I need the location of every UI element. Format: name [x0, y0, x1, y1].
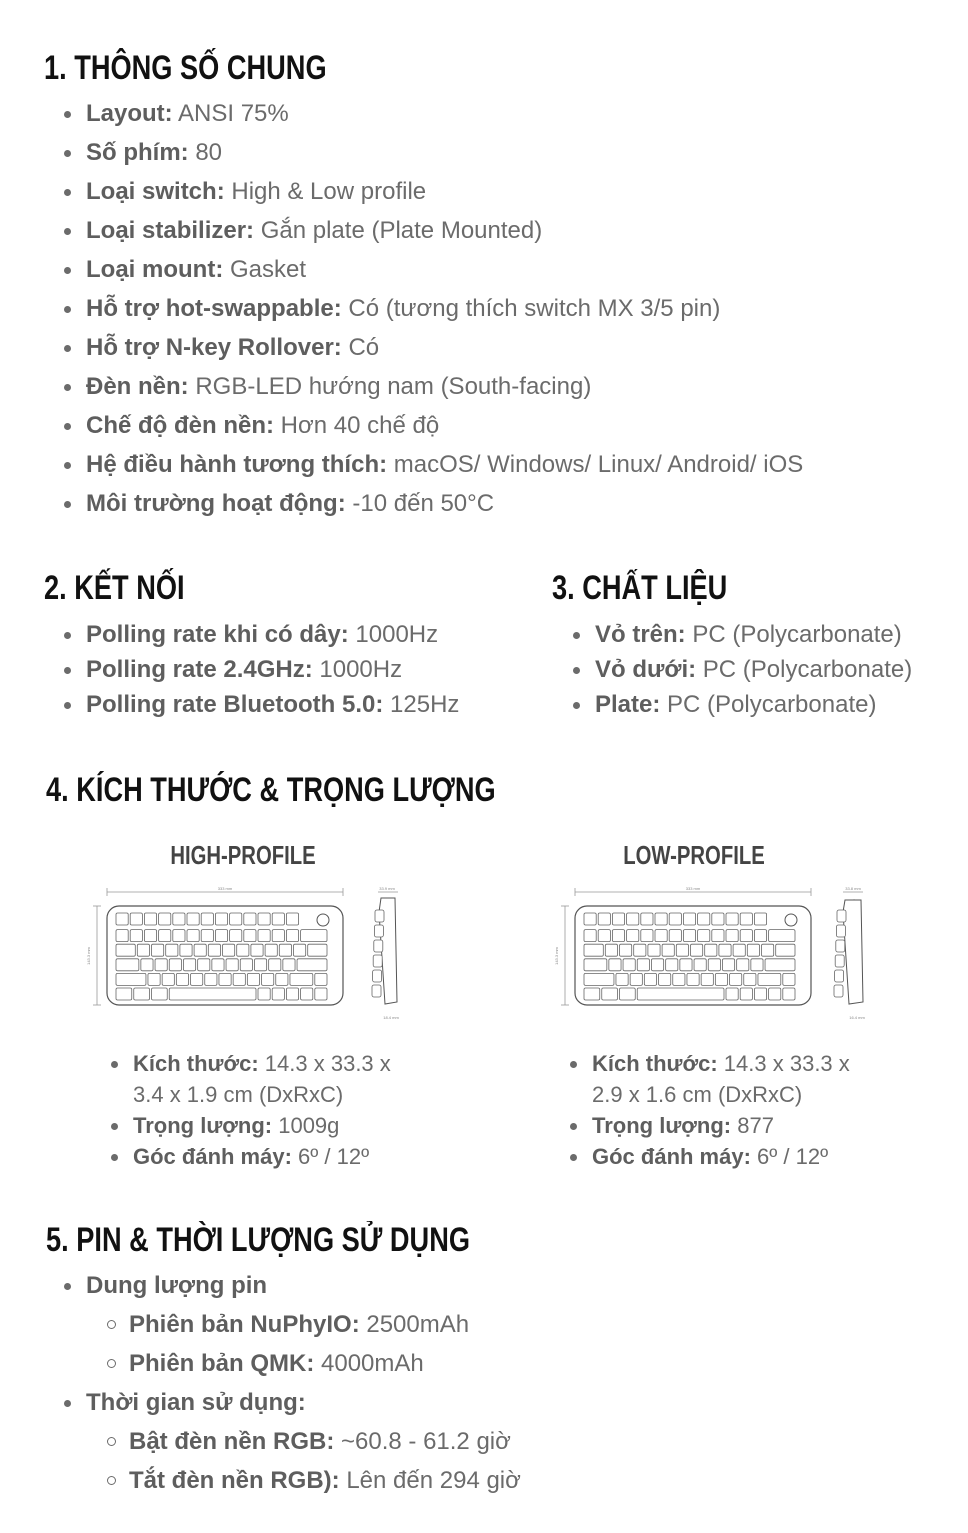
keycap	[648, 944, 660, 956]
keycap	[719, 944, 731, 956]
keycap	[662, 944, 674, 956]
keycap	[765, 959, 795, 971]
keycap	[219, 973, 231, 985]
height-dimension: 143.3 mm	[554, 947, 559, 965]
keycap	[655, 930, 667, 942]
list-item	[133, 1141, 391, 1172]
keycap	[687, 973, 699, 985]
keycap	[180, 944, 192, 956]
keycap	[612, 930, 624, 942]
keycap	[116, 973, 146, 985]
keycap	[673, 973, 685, 985]
keycap	[726, 913, 738, 925]
keycap	[258, 930, 270, 942]
spec-key: Môi trường hoạt động:	[86, 490, 346, 517]
list-item	[86, 1383, 521, 1422]
spec-value: RGB-LED hướng nam (South-facing)	[188, 373, 592, 400]
high-profile-keyboard-diagram	[85, 882, 415, 1022]
keycap	[191, 973, 203, 985]
spec-value: Gắn plate (Plate Mounted)	[254, 217, 543, 244]
spec-value: 3.4 x 1.9 cm (DxRxC)	[133, 1082, 344, 1107]
spec-value: 2500mAh	[359, 1311, 470, 1338]
material-list	[595, 617, 912, 722]
keycap	[176, 973, 188, 985]
width-dimension: 333 mm	[685, 886, 701, 891]
keycap	[680, 959, 692, 971]
spec-key: Phiên bản QMK:	[129, 1350, 315, 1377]
spec-key: Số phím:	[86, 139, 189, 166]
keycap	[194, 944, 206, 956]
keycap	[584, 913, 596, 925]
keycap	[641, 913, 653, 925]
keycap	[276, 973, 288, 985]
high-profile-label: HIGH-PROFILE	[170, 840, 316, 870]
spec-value: Hơn 40 chế độ	[274, 412, 440, 439]
keycap	[272, 913, 284, 925]
spec-key: Kích thước:	[133, 1051, 259, 1076]
keycap	[644, 973, 656, 985]
spec-key: Polling rate 2.4GHz:	[86, 656, 313, 683]
keycap	[137, 944, 149, 956]
keycap	[272, 988, 284, 1000]
keycap	[205, 973, 217, 985]
keycap	[116, 988, 132, 1000]
keycap	[651, 959, 663, 971]
side-keycap	[374, 925, 383, 937]
keycap	[758, 973, 781, 985]
spec-key: Tắt đèn nền RGB):	[129, 1467, 340, 1494]
keycap	[301, 930, 327, 942]
keycap	[584, 944, 603, 956]
section-1-title: 1. THÔNG SỐ CHUNG	[44, 49, 327, 87]
keycap	[187, 913, 199, 925]
keycap	[258, 988, 270, 1000]
spec-key: Góc đánh máy:	[592, 1144, 751, 1169]
keycap	[169, 988, 256, 1000]
section-2-title: 2. KẾT NỐI	[44, 569, 185, 607]
side-keycap	[374, 940, 383, 952]
spec-key: Polling rate khi có dây:	[86, 621, 349, 648]
keycap	[116, 959, 139, 971]
keycap	[754, 930, 766, 942]
keycap	[584, 988, 600, 1000]
keycap	[730, 973, 742, 985]
list-item	[86, 687, 459, 722]
side-keycap	[836, 940, 845, 952]
keycap	[130, 913, 142, 925]
list-item	[86, 328, 803, 367]
keycap	[740, 988, 752, 1000]
keycap	[605, 944, 617, 956]
keycap	[251, 944, 263, 956]
keycap	[666, 959, 678, 971]
battery-list	[86, 1266, 521, 1500]
list-item	[86, 1266, 521, 1305]
keycap	[244, 930, 256, 942]
keycap	[584, 930, 596, 942]
high-profile-specs-list	[133, 1048, 391, 1172]
keycap	[290, 973, 313, 985]
keycap	[159, 930, 171, 942]
keycap	[233, 973, 245, 985]
spec-value: 125Hz	[383, 691, 460, 718]
list-item	[86, 289, 803, 328]
spec-key: Trọng lượng:	[133, 1113, 273, 1138]
spec-key: Đèn nền:	[86, 373, 189, 400]
spec-value: 1009g	[272, 1113, 340, 1138]
keycap	[722, 959, 734, 971]
keycap	[144, 930, 156, 942]
keycap	[620, 944, 632, 956]
keycap	[301, 988, 313, 1000]
keycap	[691, 944, 703, 956]
keycap	[683, 913, 695, 925]
list-item	[86, 94, 803, 133]
spec-value: 14.3 x 33.3 x	[717, 1051, 850, 1076]
spec-value: Gasket	[223, 256, 307, 283]
keycap	[783, 973, 795, 985]
keycap	[198, 959, 210, 971]
spec-key: Trọng lượng:	[592, 1113, 732, 1138]
list-item	[86, 172, 803, 211]
keycap	[308, 944, 327, 956]
keycap	[715, 973, 727, 985]
keycap	[744, 973, 756, 985]
keycap	[669, 913, 681, 925]
keycap	[173, 930, 185, 942]
spec-value: High & Low profile	[224, 178, 427, 205]
spec-key: Polling rate Bluetooth 5.0:	[86, 691, 384, 718]
keycap	[708, 959, 720, 971]
list-item	[133, 1110, 391, 1141]
keycap	[272, 930, 284, 942]
low-profile-label: LOW-PROFILE	[623, 840, 765, 870]
keycap	[294, 944, 306, 956]
keycap	[641, 930, 653, 942]
keycap	[141, 959, 153, 971]
keycap	[584, 973, 614, 985]
keycap	[297, 959, 327, 971]
spec-key: Kích thước:	[592, 1051, 718, 1076]
spec-value: PC (Polycarbonate)	[685, 621, 902, 648]
list-item	[592, 1141, 850, 1172]
keycap	[166, 944, 178, 956]
keycap	[237, 944, 249, 956]
keycap	[173, 913, 185, 925]
keycap	[637, 988, 724, 1000]
side-keycap	[373, 955, 382, 967]
keycap	[258, 913, 270, 925]
keycap	[726, 988, 738, 1000]
keycap	[627, 913, 639, 925]
list-item	[86, 133, 803, 172]
keycap	[212, 959, 224, 971]
keycap	[659, 973, 671, 985]
list-item	[592, 1048, 850, 1079]
keycap	[226, 959, 238, 971]
spec-value: macOS/ Windows/ Linux/ Android/ iOS	[387, 451, 804, 478]
sub-list-item	[129, 1305, 521, 1344]
keycap	[683, 930, 695, 942]
keycap	[262, 973, 274, 985]
spec-key: Plate:	[595, 691, 661, 718]
side-keycap	[836, 925, 845, 937]
keycap	[215, 913, 227, 925]
spec-value: Có	[341, 334, 380, 361]
sub-list-item	[129, 1461, 521, 1500]
keycap	[584, 959, 607, 971]
spec-key: Góc đánh máy:	[133, 1144, 292, 1169]
spec-value: PC (Polycarbonate)	[660, 691, 877, 718]
spec-value: PC (Polycarbonate)	[696, 656, 913, 683]
keycap	[283, 959, 295, 971]
list-item	[86, 406, 803, 445]
keycap	[230, 930, 242, 942]
side-keycap	[372, 985, 381, 997]
keycap	[712, 930, 724, 942]
keycap	[776, 944, 795, 956]
keycap	[159, 913, 171, 925]
spec-key: Hỗ trợ N-key Rollover:	[86, 334, 342, 361]
list-item	[86, 250, 803, 289]
list-item	[595, 687, 912, 722]
spec-key: Layout:	[86, 100, 173, 127]
height-dimension: 143.3 mm	[86, 947, 91, 965]
keycap	[762, 944, 774, 956]
keycap	[623, 959, 635, 971]
keycap	[230, 913, 242, 925]
keycap	[751, 959, 763, 971]
spec-key: Loại switch:	[86, 178, 225, 205]
spec-value: Lên đến 294 giờ	[339, 1467, 521, 1494]
side-keycap	[835, 970, 844, 982]
keycap	[698, 913, 710, 925]
keycap	[769, 930, 795, 942]
spec-key: Vỏ trên:	[595, 621, 686, 648]
list-item	[595, 652, 912, 687]
spec-key: Loại mount:	[86, 256, 224, 283]
keycap	[676, 944, 688, 956]
list-item	[86, 211, 803, 250]
section-3-title: 3. CHẤT LIỆU	[552, 569, 728, 607]
list-item	[133, 1048, 391, 1079]
spec-key: Hỗ trợ hot-swappable:	[86, 295, 342, 322]
keycap	[247, 973, 259, 985]
keycap	[315, 973, 327, 985]
keycap	[598, 930, 610, 942]
keycap	[769, 988, 781, 1000]
spec-key: Bật đèn nền RGB:	[129, 1428, 335, 1455]
keycap	[269, 959, 281, 971]
keycap	[637, 959, 649, 971]
list-item	[86, 652, 459, 687]
side-keycap	[835, 955, 844, 967]
spec-key: Phiên bản NuPhyIO:	[129, 1311, 360, 1338]
keycap	[740, 930, 752, 942]
spec-value: 6º / 12º	[291, 1144, 370, 1169]
keycap	[609, 959, 621, 971]
keycap	[116, 944, 135, 956]
keycap	[116, 930, 128, 942]
keycap	[598, 913, 610, 925]
keycap	[630, 973, 642, 985]
side-bottom-dimension: 16.4 mm	[849, 1015, 865, 1020]
keycap	[634, 944, 646, 956]
keycap	[201, 930, 213, 942]
side-top-dimension: 33.9 mm	[379, 886, 395, 891]
side-keycap	[837, 910, 846, 922]
keycap	[201, 913, 213, 925]
sub-list-item	[129, 1422, 521, 1461]
keycap	[754, 913, 766, 925]
keycap	[783, 988, 795, 1000]
keycap	[134, 988, 150, 1000]
keycap	[148, 973, 160, 985]
knob	[317, 914, 329, 926]
low-profile-specs-list	[592, 1048, 850, 1172]
list-item-continued	[133, 1079, 391, 1110]
keycap	[187, 930, 199, 942]
keycap	[315, 988, 327, 1000]
keycap	[694, 959, 706, 971]
list-item	[86, 367, 803, 406]
knob	[785, 914, 797, 926]
keycap	[130, 930, 142, 942]
spec-value: ~60.8 - 61.2 giờ	[334, 1428, 511, 1455]
list-item	[592, 1110, 850, 1141]
keycap	[286, 930, 298, 942]
keycap	[740, 913, 752, 925]
spec-value: 6º / 12º	[750, 1144, 829, 1169]
keycap	[602, 988, 618, 1000]
keycap	[155, 959, 167, 971]
keycap	[705, 944, 717, 956]
list-item	[595, 617, 912, 652]
keycap	[215, 930, 227, 942]
list-item	[86, 484, 803, 523]
keycap	[286, 913, 298, 925]
width-dimension: 333 mm	[217, 886, 233, 891]
side-keycap	[834, 985, 843, 997]
spec-key: Hệ điều hành tương thích:	[86, 451, 388, 478]
side-keycap	[373, 970, 382, 982]
keycap	[627, 930, 639, 942]
spec-value: 14.3 x 33.3 x	[258, 1051, 391, 1076]
keycap	[162, 973, 174, 985]
side-bottom-dimension: 18.4 mm	[383, 1015, 399, 1020]
keycap	[144, 913, 156, 925]
keycap	[698, 930, 710, 942]
spec-value: 80	[188, 139, 223, 166]
keycap	[701, 973, 713, 985]
spec-value: 2.9 x 1.6 cm (DxRxC)	[592, 1082, 803, 1107]
keycap	[616, 973, 628, 985]
list-item-continued	[592, 1079, 850, 1110]
keycap	[265, 944, 277, 956]
spec-key: Loại stabilizer:	[86, 217, 255, 244]
keycap	[726, 930, 738, 942]
usage-time-label: Thời gian sử dụng:	[86, 1389, 306, 1416]
sub-list-item	[129, 1344, 521, 1383]
spec-value: Có (tương thích switch MX 3/5 pin)	[341, 295, 721, 322]
keycap	[152, 988, 168, 1000]
spec-key: Chế độ đèn nền:	[86, 412, 274, 439]
keycap	[279, 944, 291, 956]
keycap	[754, 988, 766, 1000]
keycap	[712, 913, 724, 925]
connectivity-list	[86, 617, 459, 722]
spec-key: Vỏ dưới:	[595, 656, 697, 683]
spec-value: 1000Hz	[312, 656, 403, 683]
keycap	[737, 959, 749, 971]
list-item	[86, 617, 459, 652]
keycap	[169, 959, 181, 971]
keycap	[152, 944, 164, 956]
keycap	[669, 930, 681, 942]
keycap	[733, 944, 745, 956]
general-specs-list	[86, 94, 803, 523]
keycap	[747, 944, 759, 956]
keycap	[655, 913, 667, 925]
list-item	[86, 445, 803, 484]
keycap	[254, 959, 266, 971]
keycap	[208, 944, 220, 956]
spec-value: 877	[731, 1113, 774, 1138]
keycap	[116, 913, 128, 925]
side-top-dimension: 33.8 mm	[845, 886, 861, 891]
keycap	[612, 913, 624, 925]
side-keycap	[375, 910, 384, 922]
spec-value: -10 đến 50°C	[345, 490, 495, 517]
section-4-title: 4. KÍCH THƯỚC & TRỌNG LƯỢNG	[46, 771, 496, 809]
spec-value: ANSI 75%	[172, 100, 289, 127]
keycap	[183, 959, 195, 971]
keycap	[223, 944, 235, 956]
keycap	[620, 988, 636, 1000]
battery-capacity-label: Dung lượng pin	[86, 1272, 268, 1299]
spec-value: 4000mAh	[314, 1350, 424, 1377]
section-5-title: 5. PIN & THỜI LƯỢNG SỬ DỤNG	[46, 1221, 471, 1259]
low-profile-keyboard-diagram	[553, 882, 883, 1022]
keycap	[240, 959, 252, 971]
keycap	[286, 988, 298, 1000]
spec-value: 1000Hz	[348, 621, 439, 648]
keycap	[244, 913, 256, 925]
